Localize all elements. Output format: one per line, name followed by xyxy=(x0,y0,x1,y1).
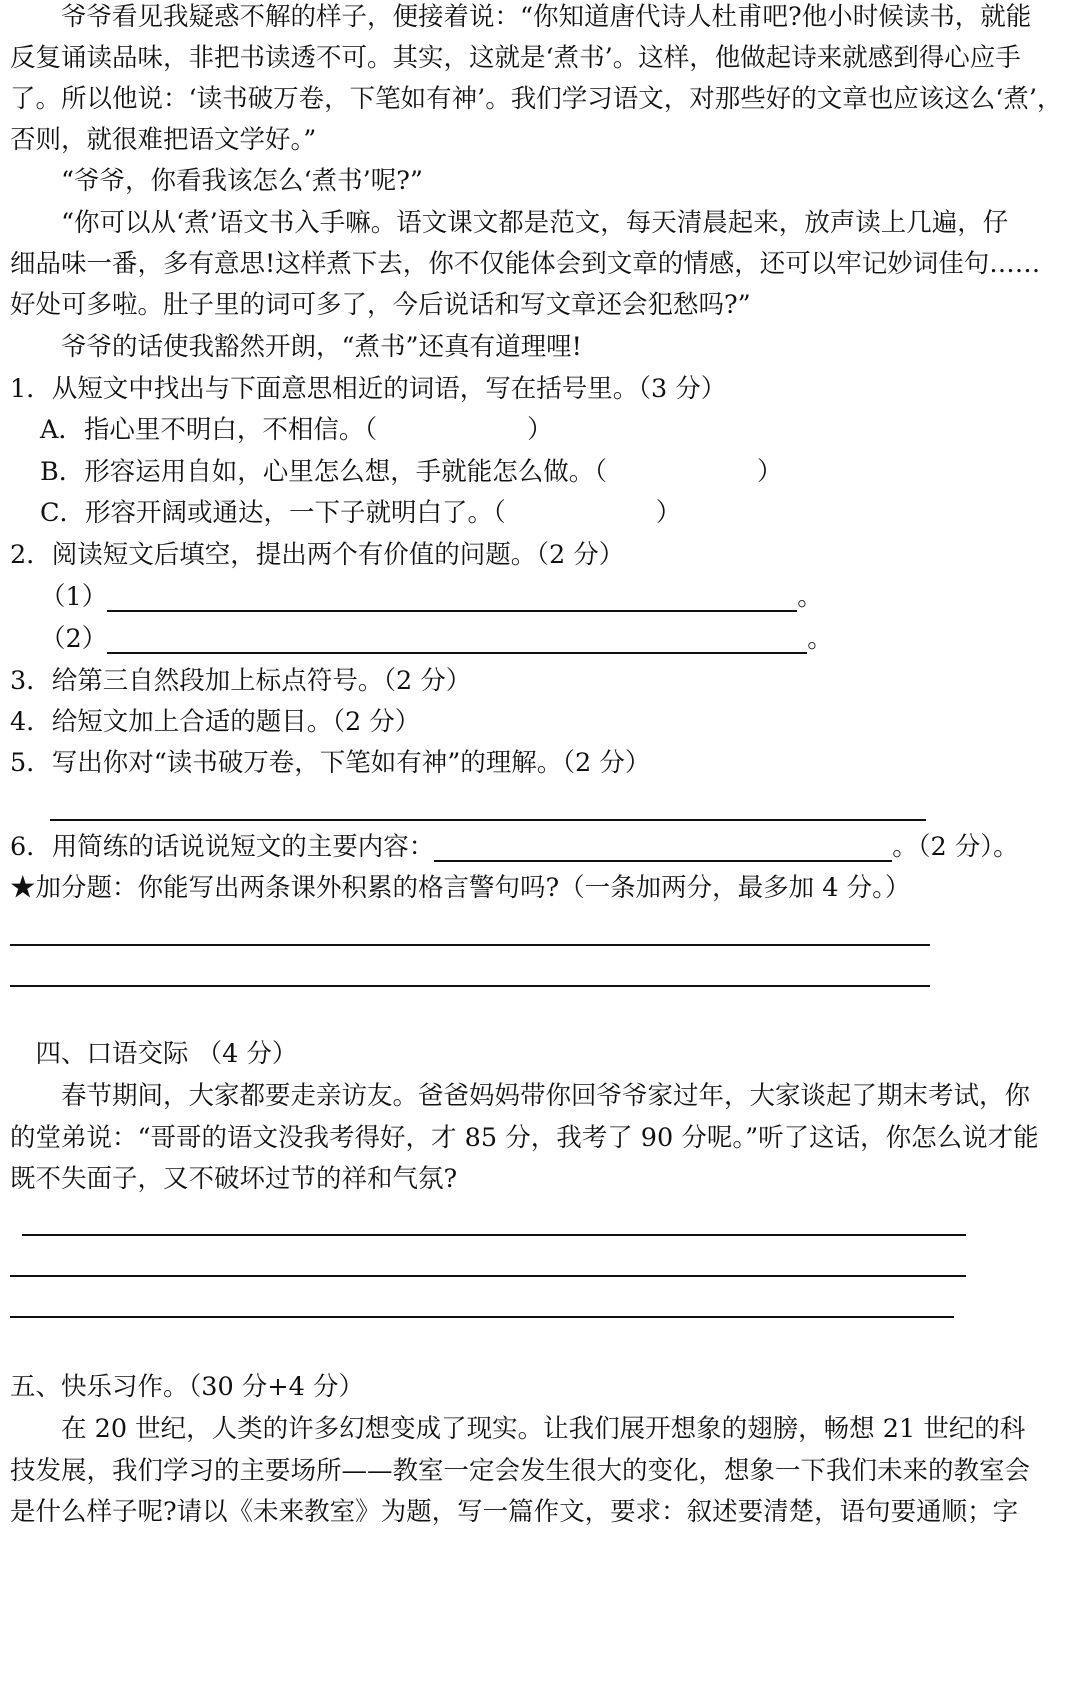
item-label: （2） xyxy=(40,624,108,654)
question-3: 3．给第三自然段加上标点符号。（2 分） xyxy=(10,666,472,696)
close-paren: ） xyxy=(527,415,553,445)
passage-line: 否则，就很难把语文学好。” xyxy=(10,125,317,155)
passage-line: 爷爷看见我疑惑不解的样子，便接着说：“你知道唐代诗人杜甫吧?他小时候读书，就能 xyxy=(10,2,1032,32)
question-4: 4．给短文加上合适的题目。（2 分） xyxy=(10,707,421,737)
question-1: 1．从短文中找出与下面意思相近的词语，写在括号里。（3 分） xyxy=(10,374,727,404)
answer-line[interactable] xyxy=(107,582,797,612)
question-6-tail: 。（2 分）。 xyxy=(892,832,1019,862)
period: 。 xyxy=(797,582,823,612)
question-1c-text: C．形容开阔或通达，一下子就明白了。（ xyxy=(40,498,506,528)
answer-line[interactable] xyxy=(434,832,892,862)
passage-line: 爷爷的话使我豁然开朗，“煮书”还真有道理哩! xyxy=(10,332,582,362)
passage-line: “爷爷，你看我该怎么‘煮书’呢?” xyxy=(10,166,423,196)
answer-line[interactable] xyxy=(10,1316,954,1318)
passage-line: 好处可多啦。肚子里的词可多了，今后说话和写文章还会犯愁吗?” xyxy=(10,290,751,320)
answer-line[interactable] xyxy=(10,944,930,946)
question-1b xyxy=(40,457,783,487)
bonus-question: ★加分题：你能写出两条课外积累的格言警句吗?（一条加两分，最多加 4 分。） xyxy=(10,873,911,903)
passage-line: “你可以从‘煮’语文书入手嘛。语文课文都是范文，每天清晨起来，放声读上几遍，仔 xyxy=(10,208,1009,238)
question-5: 5．写出你对“读书破万卷，下笔如有神”的理解。（2 分） xyxy=(10,748,651,778)
section-4-line: 春节期间，大家都要走亲访友。爸爸妈妈带你回爷爷家过年，大家谈起了期末考试，你 xyxy=(10,1081,1031,1111)
section-5-line: 在 20 世纪，人类的许多幻想变成了现实。让我们展开想象的翅膀，畅想 21 世纪的科 xyxy=(10,1414,1026,1444)
passage-line: 反复诵读品味，非把书读透不可。其实，这就是‘煮书’。这样，他做起诗来就感到得心应手 xyxy=(10,43,1021,73)
passage-line: 了。所以他说：‘读书破万卷，下笔如有神’。我们学习语文，对那些好的文章也应该这么‘煮’， xyxy=(10,84,1063,114)
answer-line[interactable] xyxy=(107,624,807,654)
section-4-line: 既不失面子，又不破坏过节的祥和气氛? xyxy=(10,1164,458,1194)
question-2-2 xyxy=(40,624,833,654)
section-5-line: 技发展，我们学习的主要场所——教室一定会发生很大的变化，想象一下我们未来的教室会 xyxy=(10,1456,1031,1486)
question-6-text: 6．用简练的话说说短文的主要内容： xyxy=(10,832,435,862)
period: 。 xyxy=(807,624,833,654)
answer-line[interactable] xyxy=(10,1275,966,1277)
section-4-title: 四、口语交际 （4 分） xyxy=(10,1039,298,1069)
item-label: （1） xyxy=(40,582,108,612)
question-1c xyxy=(40,498,681,528)
question-1a-text: A．指心里不明白，不相信。（ xyxy=(40,415,378,445)
section-4-line: 的堂弟说：“哥哥的语文没我考得好，才 85 分，我考了 90 分呢。”听了这话，你怎么说才能 xyxy=(10,1123,1039,1153)
section-5-title: 五、快乐习作。（30 分+4 分） xyxy=(10,1372,364,1402)
answer-line[interactable] xyxy=(50,819,926,821)
passage-line: 细品味一番，多有意思!这样煮下去，你不仅能体会到文章的情感，还可以牢记妙词佳句…… xyxy=(10,249,1041,279)
question-1a xyxy=(40,415,553,445)
answer-line[interactable] xyxy=(10,985,930,987)
question-2-1 xyxy=(40,582,823,612)
answer-line[interactable] xyxy=(22,1234,966,1236)
close-paren: ） xyxy=(655,498,682,528)
section-5-line: 是什么样子呢?请以《未来教室》为题，写一篇作文，要求：叙述要清楚，语句要通顺；字 xyxy=(10,1497,1019,1527)
close-paren: ） xyxy=(757,457,783,487)
question-2: 2．阅读短文后填空，提出两个有价值的问题。（2 分） xyxy=(10,540,625,570)
question-1b-text: B．形容运用自如，心里怎么想，手就能怎么做。（ xyxy=(40,457,607,487)
question-6 xyxy=(10,832,1019,862)
